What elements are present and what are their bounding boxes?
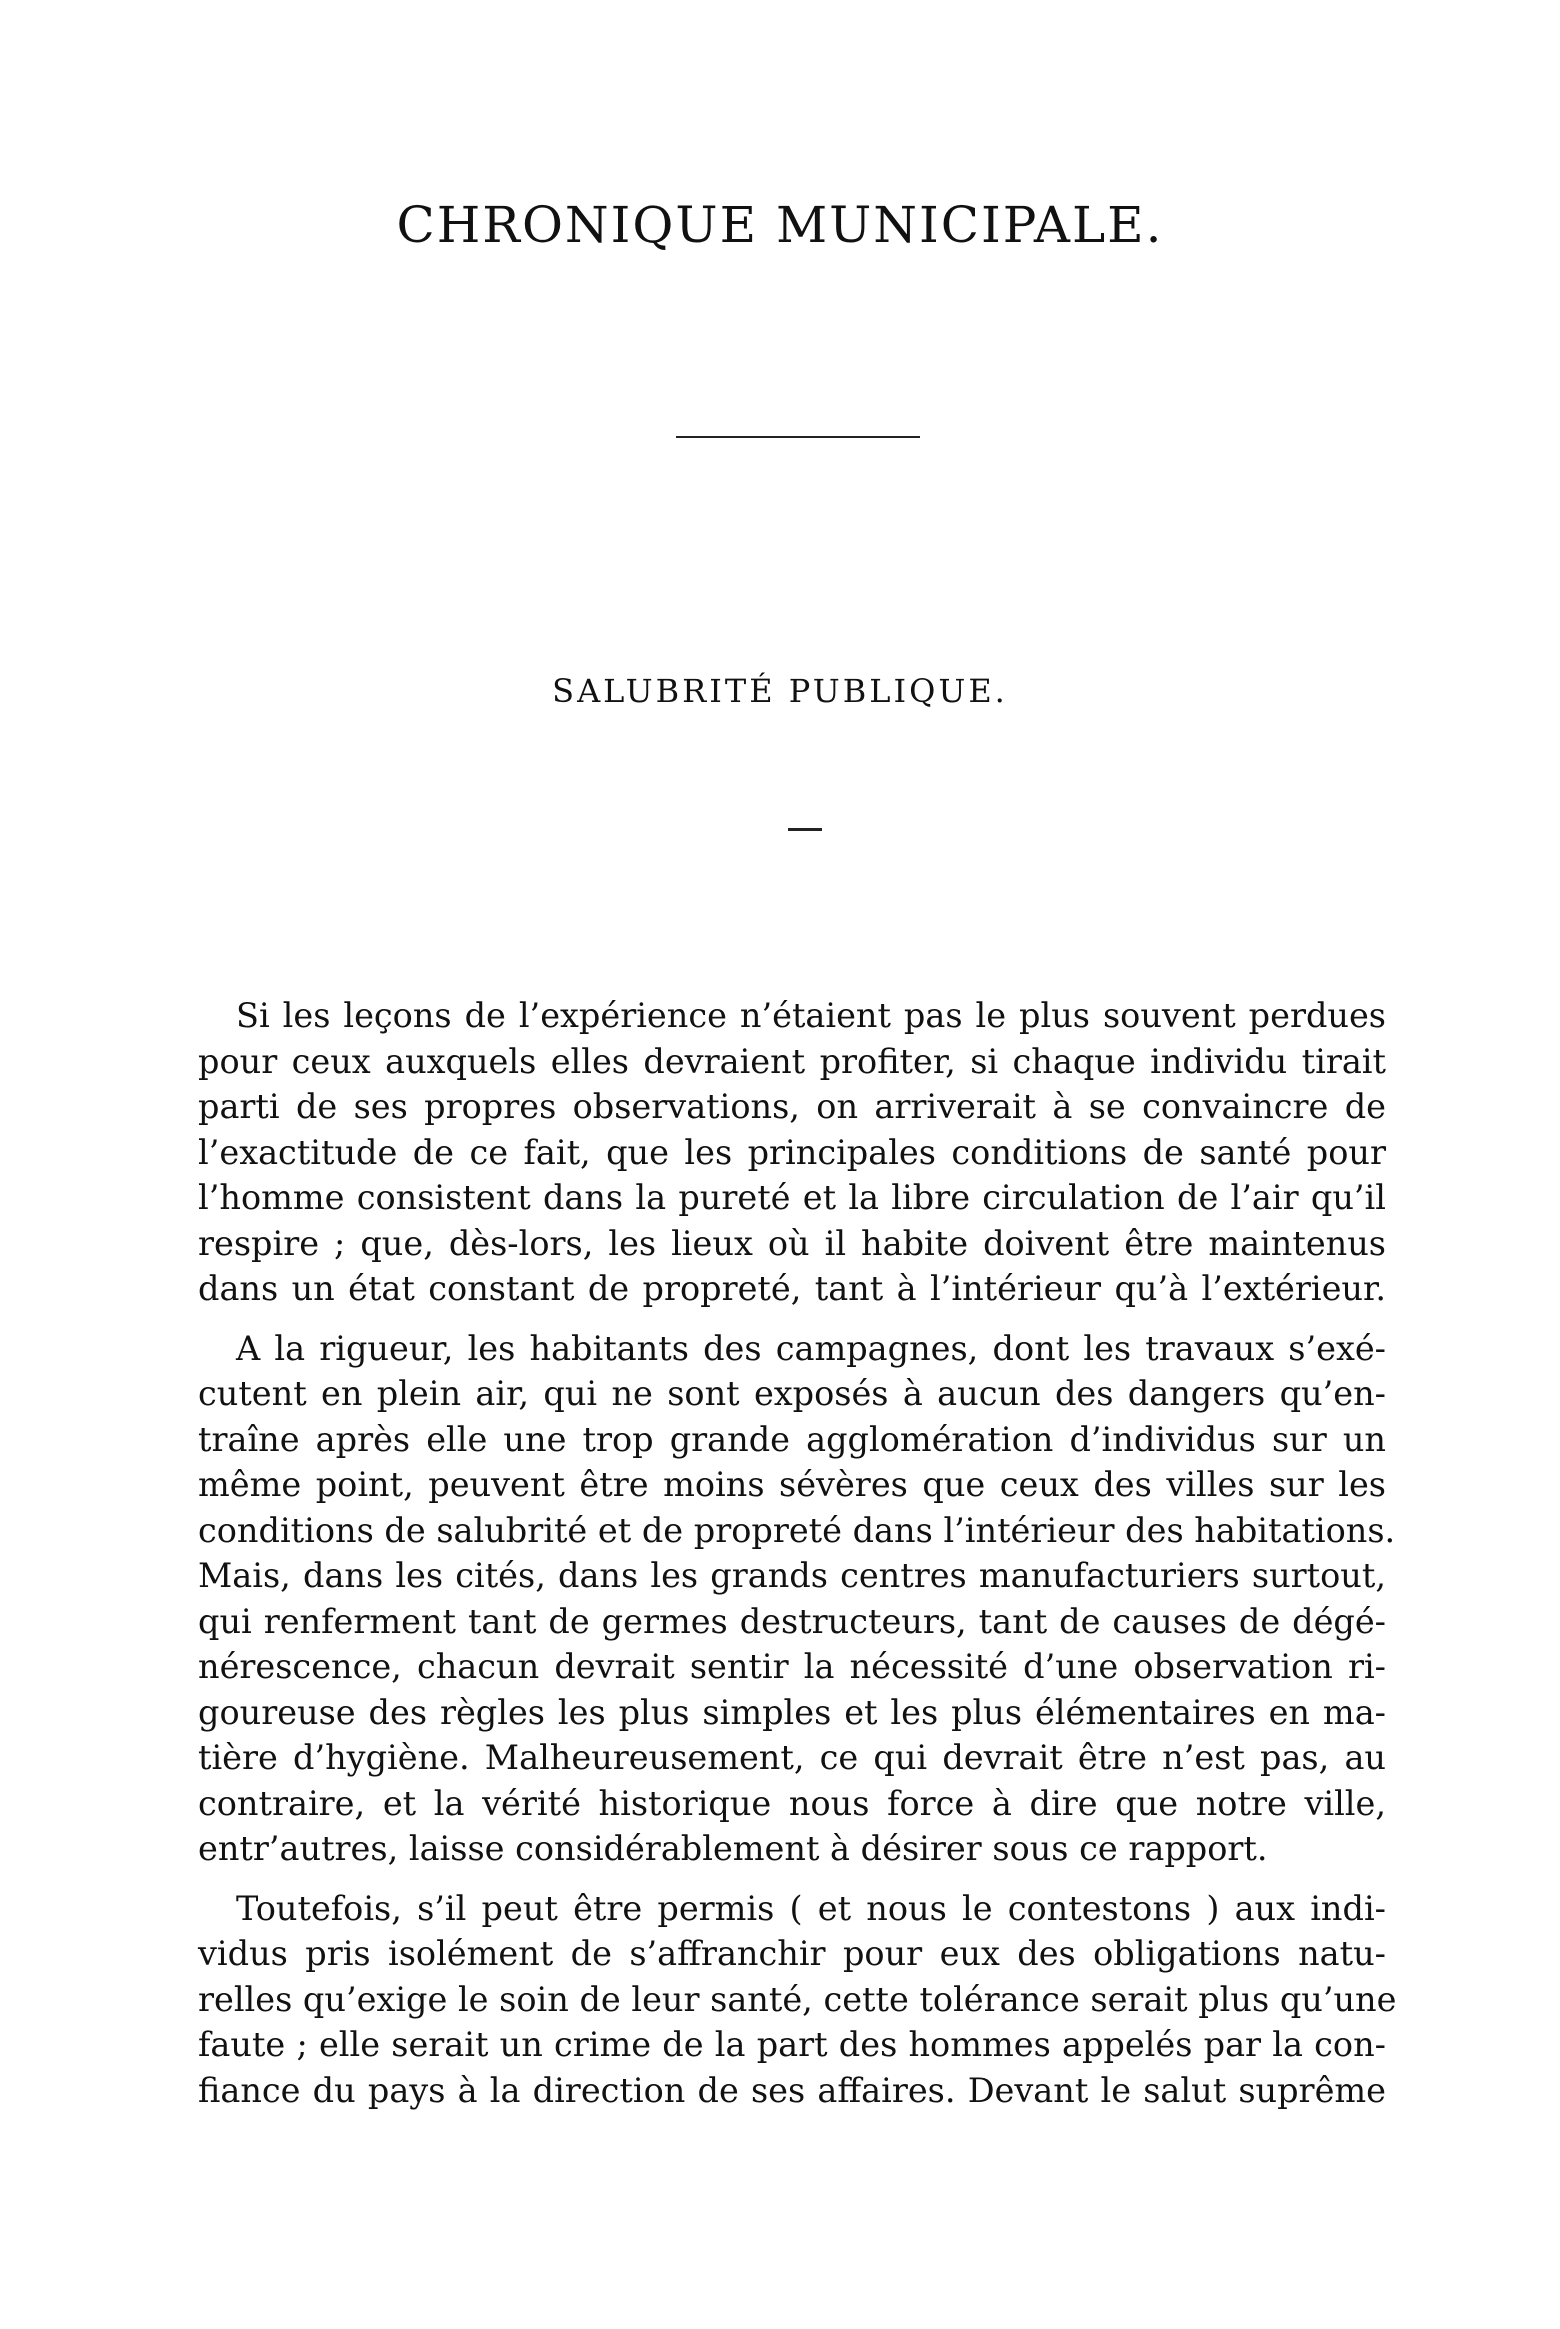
text-line: Toutefois, s’il peut être permis ( et nous le contestons ) aux indi- <box>236 1888 1386 1928</box>
text-line: entr’autres, laisse considérablement à désirer sous ce rapport. <box>198 1829 1268 1868</box>
text-line: tière d’hygiène. Malheureusement, ce qui devrait être n’est pas, au <box>198 1738 1386 1777</box>
text-line: contraire, et la vérité historique nous force à dire que notre ville, <box>198 1783 1386 1823</box>
text-line: faute ; elle serait un crime de la part des hommes appelés par la con- <box>198 2025 1386 2064</box>
section-title: SALUBRITÉ PUBLIQUE. <box>552 672 1008 710</box>
text-line: A la rigueur, les habitants des campagnes, dont les travaux s’exé- <box>236 1328 1386 1368</box>
text-line: dans un état constant de propreté, tant à l’intérieur qu’à l’extérieur. <box>198 1269 1386 1308</box>
text-line: relles qu’exige le soin de leur santé, cette tolérance serait plus qu’une <box>198 1979 1397 2019</box>
paragraph-1 <box>198 993 1386 1312</box>
text-line: goureuse des règles les plus simples et les plus élémentaires en ma- <box>198 1692 1386 1732</box>
text-line: Si les leçons de l’expérience n’étaient pas le plus souvent perdues <box>236 996 1386 1035</box>
section-divider <box>788 828 822 831</box>
text-line: conditions de salubrité et de propreté dans l’intérieur des habitations. <box>198 1510 1396 1550</box>
title-divider <box>676 436 920 438</box>
text-line: parti de ses propres observations, on arriverait à se convaincre de <box>198 1087 1386 1126</box>
text-line: fiance du pays à la direction de ses affaires. Devant le salut suprême <box>198 2070 1386 2110</box>
text-line: l’exactitude de ce fait, que les principales conditions de santé pour <box>198 1132 1386 1172</box>
text-line: traîne après elle une trop grande agglomération d’individus sur un <box>198 1419 1386 1459</box>
text-line: Mais, dans les cités, dans les grands centres manufacturiers surtout, <box>198 1556 1386 1595</box>
text-line: vidus pris isolément de s’affranchir pour eux des obligations natu- <box>198 1934 1386 1973</box>
text-line: respire ; que, dès-lors, les lieux où il habite doivent être maintenus <box>198 1223 1386 1263</box>
page-title: CHRONIQUE MUNICIPALE. <box>396 196 1164 254</box>
body-text <box>198 993 1397 2113</box>
text-line: cutent en plein air, qui ne sont exposés à aucun des dangers qu’en- <box>198 1374 1386 1413</box>
text-line: nérescence, chacun devrait sentir la nécessité d’une observation ri- <box>198 1647 1386 1686</box>
paragraph-3 <box>198 1886 1397 2114</box>
text-line: pour ceux auxquels elles devraient profiter, si chaque individu tirait <box>198 1041 1386 1081</box>
paragraph-2 <box>198 1326 1396 1872</box>
text-line: même point, peuvent être moins sévères que ceux des villes sur les <box>198 1465 1386 1504</box>
text-line: qui renferment tant de germes destructeurs, tant de causes de dégé- <box>198 1601 1386 1641</box>
text-line: l’homme consistent dans la pureté et la libre circulation de l’air qu’il <box>198 1178 1386 1217</box>
